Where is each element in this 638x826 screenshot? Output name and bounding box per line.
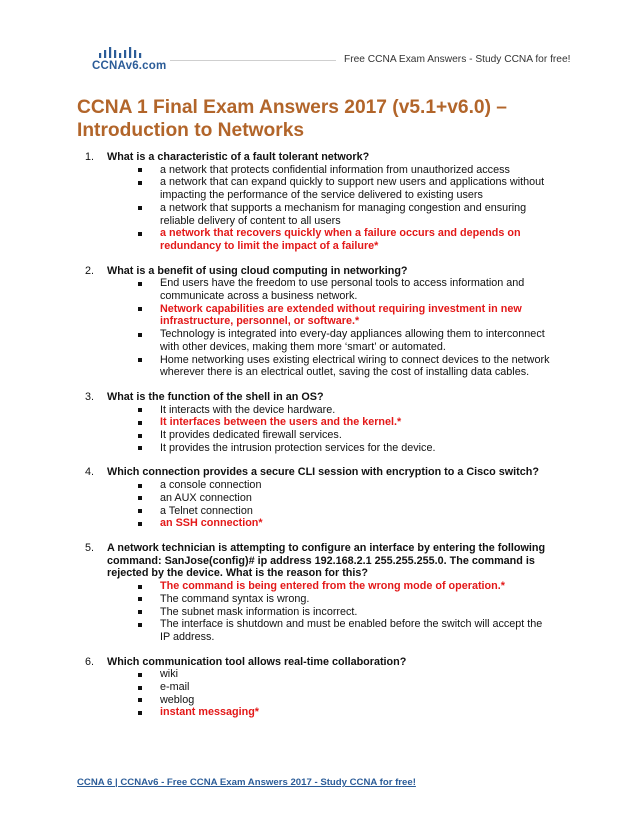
question-number: 4. bbox=[85, 466, 95, 479]
answer-list bbox=[107, 668, 555, 719]
answer-list bbox=[107, 164, 555, 253]
answer-option: The command syntax is wrong. bbox=[138, 593, 555, 606]
answer-option-correct: an SSH connection* bbox=[138, 517, 555, 530]
answer-option: The interface is shutdown and must be enabled before the switch will accept the IP address. bbox=[138, 618, 555, 643]
question-number: 5. bbox=[85, 541, 95, 554]
question-text: What is a characteristic of a fault tolerant network? bbox=[107, 151, 370, 163]
answer-option-correct: instant messaging* bbox=[138, 706, 555, 719]
answer-option: a network that can expand quickly to support new users and applications without impacting the performance of the service delivered to existing users bbox=[138, 176, 555, 201]
answer-option: a network that protects confidential information from unauthorized access bbox=[138, 164, 555, 177]
question-number: 3. bbox=[85, 390, 95, 403]
answer-list bbox=[107, 404, 555, 455]
answer-option: weblog bbox=[138, 694, 555, 707]
site-logo[interactable] bbox=[92, 44, 167, 74]
answer-option-correct: Network capabilities are extended without requiring investment in new infrastructure, personnel, or software.* bbox=[138, 303, 555, 328]
answer-option: Home networking uses existing electrical wiring to connect devices to the network wherever there is an electrical outlet, saving the cost of installing data cables. bbox=[138, 354, 555, 379]
question-text: Which connection provides a secure CLI session with encryption to a Cisco switch? bbox=[107, 466, 539, 479]
answer-option: End users have the freedom to use personal tools to access information and communicate across a business network. bbox=[138, 277, 555, 302]
answer-option-correct: The command is being entered from the wrong mode of operation.* bbox=[138, 580, 555, 593]
answer-list bbox=[107, 277, 555, 379]
page-header bbox=[0, 0, 638, 80]
answer-option: It provides the intrusion protection services for the device. bbox=[138, 442, 555, 455]
answer-option: a network that supports a mechanism for managing congestion and ensuring reliable delivery of content to all users bbox=[138, 202, 555, 227]
question-item bbox=[85, 265, 555, 379]
logo-text: CCNAv6.com bbox=[92, 60, 167, 72]
question-item bbox=[85, 151, 555, 253]
answer-option-correct: It interfaces between the users and the kernel.* bbox=[138, 416, 555, 429]
header-divider bbox=[170, 60, 336, 61]
answer-list bbox=[107, 479, 555, 530]
question-item bbox=[85, 542, 555, 644]
question-text: A network technician is attempting to configure an interface by entering the following command: SanJose(config)# ip address 192.168.2.1 255.255.255.0. The command is rejected by the device. What is the reason for this? bbox=[107, 541, 546, 580]
question-text: What is a benefit of using cloud computing in networking? bbox=[107, 264, 408, 277]
answer-option: wiki bbox=[138, 668, 555, 681]
question-number: 6. bbox=[85, 655, 95, 668]
answer-option: It provides dedicated firewall services. bbox=[138, 429, 555, 442]
cisco-bars-icon bbox=[98, 44, 148, 59]
answer-option: a console connection bbox=[138, 479, 555, 492]
question-item bbox=[85, 391, 555, 455]
answer-option: a Telnet connection bbox=[138, 505, 555, 518]
question-text: What is the function of the shell in an OS? bbox=[107, 390, 324, 403]
header-tagline: Free CCNA Exam Answers - Study CCNA for free! bbox=[344, 54, 571, 65]
answer-option: It interacts with the device hardware. bbox=[138, 404, 555, 417]
answer-option: The subnet mask information is incorrect. bbox=[138, 606, 555, 619]
question-number: 2. bbox=[85, 264, 95, 277]
question-list bbox=[85, 151, 555, 731]
question-text: Which communication tool allows real-time collaboration? bbox=[107, 655, 407, 668]
page-title: CCNA 1 Final Exam Answers 2017 (v5.1+v6.0) – Introduction to Networks bbox=[77, 97, 507, 141]
answer-option: e-mail bbox=[138, 681, 555, 694]
answer-option-correct: a network that recovers quickly when a failure occurs and depends on redundancy to limit the impact of a failure* bbox=[138, 227, 555, 252]
footer-link[interactable]: CCNA 6 | CCNAv6 - Free CCNA Exam Answers 2017 - Study CCNA for free! bbox=[77, 777, 416, 788]
question-item bbox=[85, 466, 555, 530]
answer-option: Technology is integrated into every-day appliances allowing them to interconnect with other devices, making them more ‘smart’ or automated. bbox=[138, 328, 555, 353]
question-item bbox=[85, 656, 555, 720]
answer-option: an AUX connection bbox=[138, 492, 555, 505]
question-number: 1. bbox=[85, 151, 95, 163]
answer-list bbox=[107, 580, 555, 644]
